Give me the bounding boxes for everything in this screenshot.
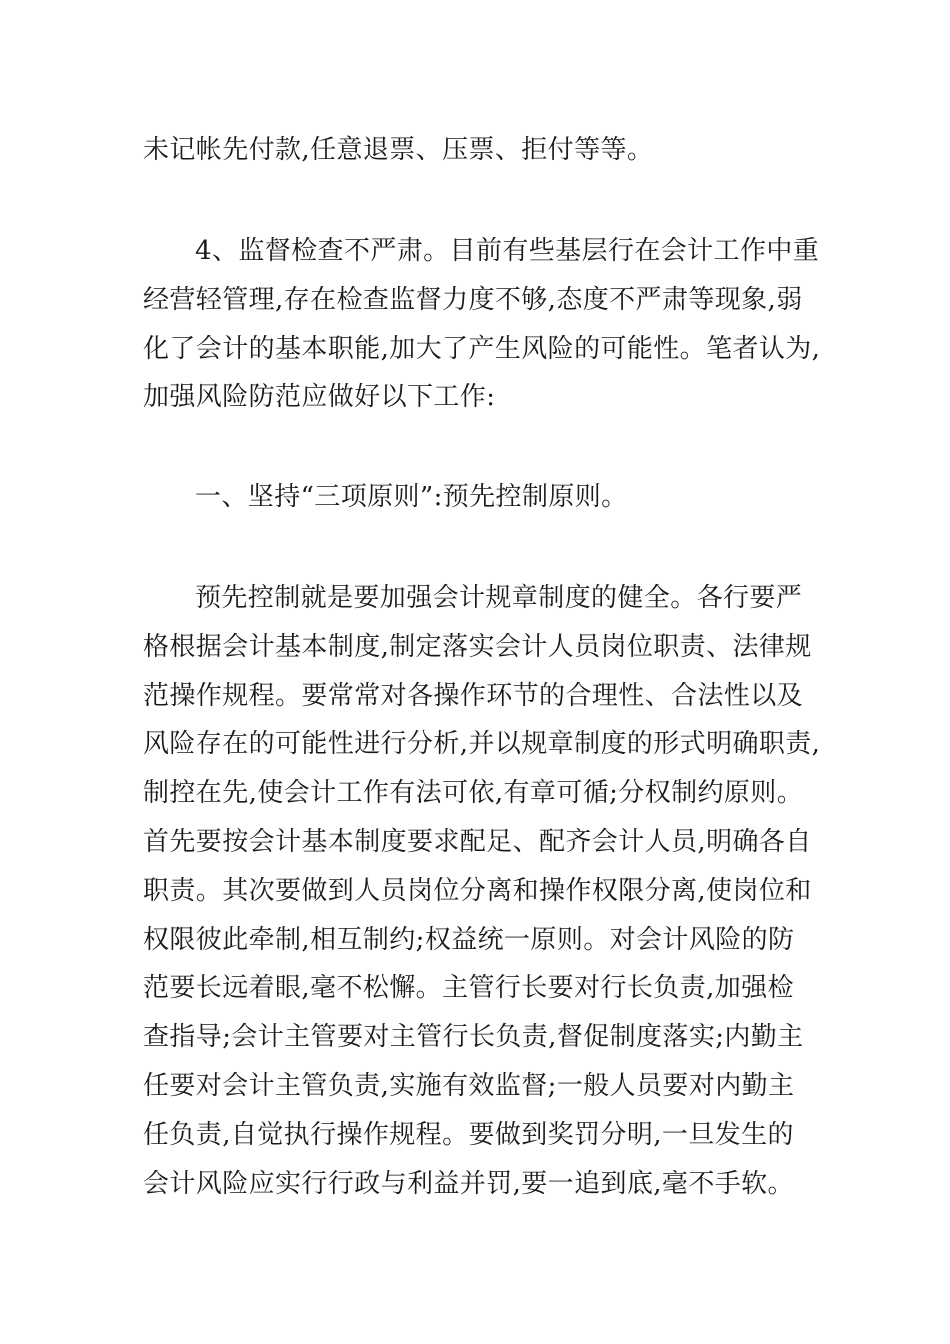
text-line: 风险存在的可能性进行分析,并以规章制度的形式明确职责,	[143, 729, 821, 760]
text-line: 加强风险防范应做好以下工作:	[143, 382, 496, 413]
text-line: 任负责,自觉执行操作规程。要做到奖罚分明,一旦发生的	[143, 1119, 794, 1150]
text-line: 查指导;会计主管要对主管行长负责,督促制度落实;内勤主	[143, 1022, 804, 1053]
text-line: 范操作规程。要常常对各操作环节的合理性、合法性以及	[143, 680, 804, 711]
paragraph-supervision-issue	[143, 227, 823, 422]
text-line: 会计风险应实行行政与利益并罚,要一追到底,毫不手软。	[143, 1168, 794, 1199]
text-line: 4、监督检查不严肃。目前有些基层行在会计工作中重	[195, 236, 820, 266]
text-line: 预先控制就是要加强会计规章制度的健全。各行要严	[195, 583, 803, 613]
paragraph-pre-control	[143, 574, 823, 1208]
paragraph-continuation	[143, 126, 823, 175]
text-line: 任要对会计主管负责,实施有效监督;一般人员要对内勤主	[143, 1070, 795, 1101]
text-line: 权限彼此牵制,相互制约;权益统一原则。对会计风险的防	[143, 924, 795, 955]
text-line: 首先要按会计基本制度要求配足、配齐会计人员,明确各自	[143, 826, 812, 857]
text-line: 未记帐先付款,任意退票、压票、拒付等等。	[143, 135, 654, 165]
text-line: 范要长远着眼,毫不松懈。主管行长要对行长负责,加强检	[143, 973, 794, 1004]
text-line: 职责。其次要做到人员岗位分离和操作权限分离,使岗位和	[143, 875, 812, 906]
section-heading-three-principles	[143, 473, 823, 522]
text-line: 一、坚持“三项原则”:预先控制原则。	[195, 482, 628, 512]
text-line: 格根据会计基本制度,制定落实会计人员岗位职责、法律规	[143, 631, 812, 662]
text-line: 制控在先,使会计工作有法可依,有章可循;分权制约原则。	[143, 778, 804, 809]
text-line: 经营轻管理,存在检查监督力度不够,态度不严肃等现象,弱	[143, 284, 803, 315]
text-line: 化了会计的基本职能,加大了产生风险的可能性。笔者认为,	[143, 333, 821, 364]
